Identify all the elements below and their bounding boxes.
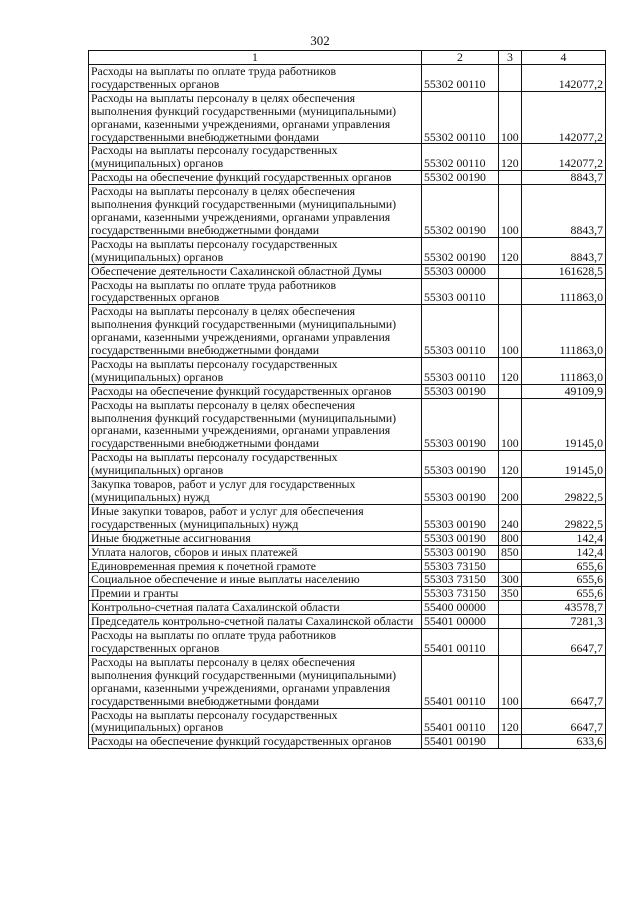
row-code: 55302 00190 [422, 237, 499, 264]
row-code: 55303 00110 [422, 357, 499, 384]
row-amount: 655,6 [522, 559, 606, 573]
row-name: Расходы на выплаты по оплате труда работников государственных органов [89, 629, 422, 656]
header-col-3: 3 [499, 51, 522, 65]
table-row [89, 384, 606, 398]
table-row [89, 615, 606, 629]
page-number: 302 [310, 33, 330, 48]
row-type [499, 384, 522, 398]
table-row [89, 478, 606, 505]
row-code: 55303 00190 [422, 478, 499, 505]
row-name: Расходы на выплаты персоналу в целях обеспечения выполнения функций государственными (муниципальными) органами, казенными учреждениями, органами управления государственными внебюджетными фондами [89, 305, 422, 358]
header-col-4: 4 [522, 51, 606, 65]
budget-table [88, 50, 606, 749]
row-type: 800 [499, 531, 522, 545]
row-amount: 29822,5 [522, 504, 606, 531]
row-type [499, 735, 522, 749]
row-code: 55303 00190 [422, 504, 499, 531]
row-code: 55401 00110 [422, 655, 499, 708]
row-name: Расходы на обеспечение функций государственных органов [89, 171, 422, 185]
row-amount: 19145,0 [522, 398, 606, 451]
row-amount: 6647,7 [522, 655, 606, 708]
table-row [89, 264, 606, 278]
row-name: Контрольно-счетная палата Сахалинской области [89, 601, 422, 615]
row-amount: 49109,9 [522, 384, 606, 398]
row-type [499, 601, 522, 615]
row-type: 100 [499, 655, 522, 708]
row-amount: 8843,7 [522, 237, 606, 264]
row-code: 55401 00110 [422, 708, 499, 735]
row-code: 55401 00190 [422, 735, 499, 749]
row-code: 55303 73150 [422, 587, 499, 601]
row-amount: 19145,0 [522, 451, 606, 478]
row-name: Расходы на выплаты персоналу в целях обеспечения выполнения функций государственными (муниципальными) органами, казенными учреждениями, органами управления государственными внебюджетными фондами [89, 655, 422, 708]
row-code: 55401 00110 [422, 629, 499, 656]
row-name: Расходы на выплаты персоналу государственных (муниципальных) органов [89, 451, 422, 478]
table-row [89, 629, 606, 656]
row-type [499, 171, 522, 185]
row-type: 850 [499, 545, 522, 559]
row-name: Социальное обеспечение и иные выплаты населению [89, 573, 422, 587]
row-name: Единовременная премия к почетной грамоте [89, 559, 422, 573]
table-row [89, 545, 606, 559]
row-type: 240 [499, 504, 522, 531]
table-row [89, 91, 606, 144]
row-code: 55302 00110 [422, 91, 499, 144]
row-type: 120 [499, 451, 522, 478]
row-name: Иные бюджетные ассигнования [89, 531, 422, 545]
row-name: Расходы на выплаты персоналу государственных (муниципальных) органов [89, 357, 422, 384]
row-type: 100 [499, 91, 522, 144]
row-code: 55303 00190 [422, 531, 499, 545]
row-code: 55302 00110 [422, 65, 499, 92]
row-name: Уплата налогов, сборов и иных платежей [89, 545, 422, 559]
row-code: 55303 00190 [422, 384, 499, 398]
row-amount: 6647,7 [522, 629, 606, 656]
row-code: 55400 00000 [422, 601, 499, 615]
table-row [89, 65, 606, 92]
row-code: 55303 73150 [422, 573, 499, 587]
row-type: 350 [499, 587, 522, 601]
table-row [89, 357, 606, 384]
row-amount: 6647,7 [522, 708, 606, 735]
row-code: 55303 73150 [422, 559, 499, 573]
table-row [89, 237, 606, 264]
row-name: Расходы на выплаты по оплате труда работников государственных органов [89, 278, 422, 305]
table-row [89, 451, 606, 478]
row-amount: 633,6 [522, 735, 606, 749]
row-type: 120 [499, 237, 522, 264]
row-name: Расходы на выплаты персоналу государственных (муниципальных) органов [89, 237, 422, 264]
row-amount: 29822,5 [522, 478, 606, 505]
row-name: Закупка товаров, работ и услуг для государственных (муниципальных) нужд [89, 478, 422, 505]
row-amount: 111863,0 [522, 357, 606, 384]
row-type: 120 [499, 144, 522, 171]
row-amount: 43578,7 [522, 601, 606, 615]
row-name: Расходы на выплаты персоналу государственных (муниципальных) органов [89, 708, 422, 735]
table-row [89, 735, 606, 749]
row-amount: 655,6 [522, 573, 606, 587]
row-amount: 111863,0 [522, 305, 606, 358]
row-amount: 142077,2 [522, 144, 606, 171]
row-amount: 655,6 [522, 587, 606, 601]
row-amount: 142,4 [522, 531, 606, 545]
table-row [89, 398, 606, 451]
row-code: 55303 00190 [422, 545, 499, 559]
table-row [89, 278, 606, 305]
row-code: 55401 00000 [422, 615, 499, 629]
table-row [89, 708, 606, 735]
row-type [499, 615, 522, 629]
row-code: 55303 00000 [422, 264, 499, 278]
table-row [89, 504, 606, 531]
row-type: 200 [499, 478, 522, 505]
row-amount: 8843,7 [522, 171, 606, 185]
table-header-row [89, 51, 606, 65]
table-row [89, 573, 606, 587]
row-name: Расходы на выплаты персоналу государственных (муниципальных) органов [89, 144, 422, 171]
header-col-2: 2 [422, 51, 499, 65]
row-name: Расходы на обеспечение функций государственных органов [89, 384, 422, 398]
row-type: 100 [499, 305, 522, 358]
row-type [499, 264, 522, 278]
row-amount: 142077,2 [522, 65, 606, 92]
table-row [89, 587, 606, 601]
row-name: Расходы на обеспечение функций государственных органов [89, 735, 422, 749]
row-name: Расходы на выплаты по оплате труда работников государственных органов [89, 65, 422, 92]
row-type [499, 629, 522, 656]
row-name: Расходы на выплаты персоналу в целях обеспечения выполнения функций государственными (муниципальными) органами, казенными учреждениями, органами управления государственными внебюджетными фондами [89, 91, 422, 144]
table-row [89, 655, 606, 708]
row-name: Расходы на выплаты персоналу в целях обеспечения выполнения функций государственными (муниципальными) органами, казенными учреждениями, органами управления государственными внебюджетными фондами [89, 185, 422, 238]
row-amount: 7281,3 [522, 615, 606, 629]
row-name: Председатель контрольно-счетной палаты Сахалинской области [89, 615, 422, 629]
table-row [89, 531, 606, 545]
row-type [499, 278, 522, 305]
row-code: 55303 00110 [422, 305, 499, 358]
row-type: 120 [499, 357, 522, 384]
row-code: 55302 00190 [422, 185, 499, 238]
row-code: 55303 00190 [422, 398, 499, 451]
row-amount: 142077,2 [522, 91, 606, 144]
row-amount: 111863,0 [522, 278, 606, 305]
row-type [499, 559, 522, 573]
row-name: Иные закупки товаров, работ и услуг для обеспечения государственных (муниципальных) нужд [89, 504, 422, 531]
row-amount: 8843,7 [522, 185, 606, 238]
row-code: 55302 00190 [422, 171, 499, 185]
row-type: 100 [499, 398, 522, 451]
table-row [89, 144, 606, 171]
row-type: 100 [499, 185, 522, 238]
table-row [89, 305, 606, 358]
row-code: 55303 00190 [422, 451, 499, 478]
table-row [89, 601, 606, 615]
row-code: 55303 00110 [422, 278, 499, 305]
table-row [89, 185, 606, 238]
table-row [89, 171, 606, 185]
row-name: Расходы на выплаты персоналу в целях обеспечения выполнения функций государственными (муниципальными) органами, казенными учреждениями, органами управления государственными внебюджетными фондами [89, 398, 422, 451]
row-type: 120 [499, 708, 522, 735]
row-type: 300 [499, 573, 522, 587]
table-row [89, 559, 606, 573]
row-amount: 161628,5 [522, 264, 606, 278]
header-col-1: 1 [89, 51, 422, 65]
row-name: Обеспечение деятельности Сахалинской областной Думы [89, 264, 422, 278]
row-type [499, 65, 522, 92]
row-amount: 142,4 [522, 545, 606, 559]
row-name: Премии и гранты [89, 587, 422, 601]
row-code: 55302 00110 [422, 144, 499, 171]
